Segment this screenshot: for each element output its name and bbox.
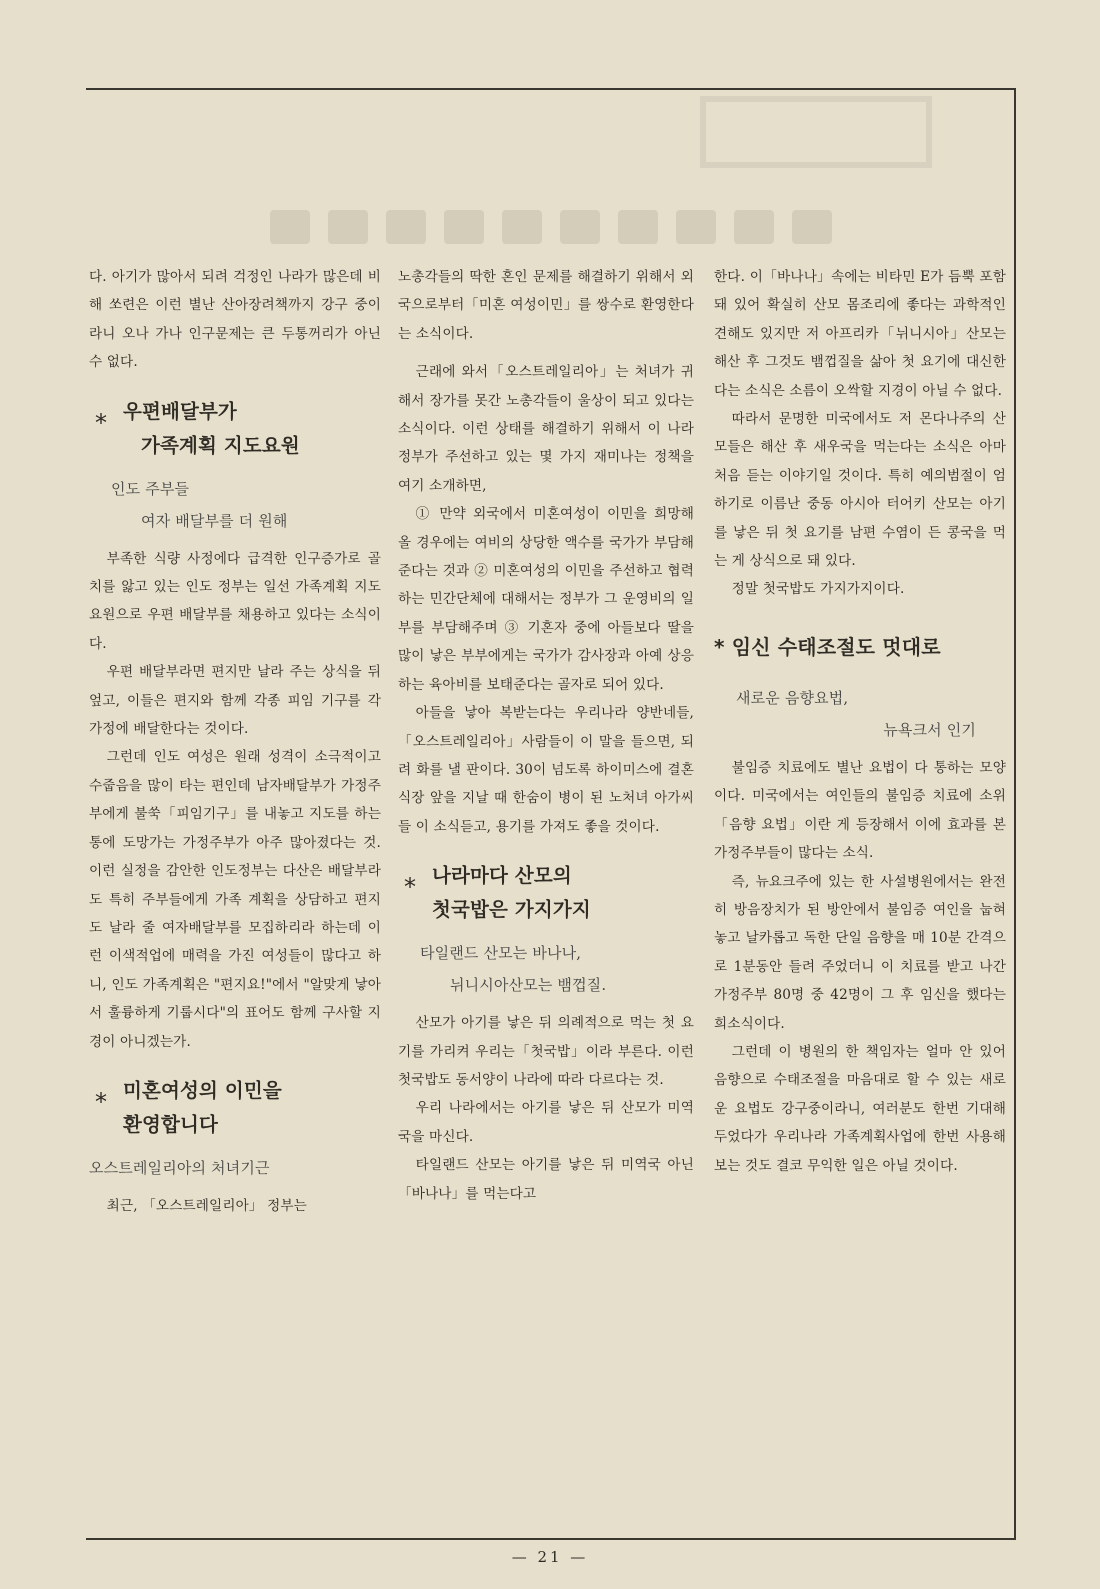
- body-paragraph: 그런데 인도 여성은 원래 성격이 소극적이고 수줍음을 많이 타는 편인데 남자배달부가 가정주부에게 불쑥「피임기구」를 내놓고 지도를 하는 통에 도망가는 가정주부가 아주 많아졌다는 것. 이런 실정을 감안한 인도정부는 다산은 배달부라도 특히 주부들에게 가족 계획을 상담하고 편지도 날라 줄 여자배달부를 모집하리라 하는데 이런 이색적업에 매력을 가진 여성들이 많다고 하니, 인도 가족계획은 "편지요!"에서 "알맞게 낳아서 훌륭하게 기룹시다"의 표어도 함께 구사할 지경이 아니겠는가.: [89, 749, 381, 1050]
- column-2: [398, 263, 694, 1208]
- body-paragraph: 아들을 낳아 복받는다는 우리나라 양반네들,「오스트레일리아」사람들이 이 말을 들으면, 되려 화를 낼 판이다. 30이 넘도록 하이미스에 결혼식장 앞을 지날 때 한숨이 병이 된 노처녀 아가씨들 이 소식듣고, 용기를 가져도 좋을 것이다.: [398, 705, 694, 835]
- heading-line-2: 가족계획 지도요원: [141, 433, 300, 457]
- body-paragraph: 우리 나라에서는 아기를 낳은 뒤 산모가 미역국을 마신다.: [398, 1100, 694, 1145]
- body-paragraph: 정말 첫국밥도 가지가지이다.: [731, 581, 905, 598]
- body-paragraph: 최근, 「오스트레일리아」 정부는: [106, 1197, 307, 1214]
- article-heading-immigration: [89, 1074, 381, 1142]
- col1-intro-paragraph: 다. 아기가 많아서 되려 걱정인 나라가 많은데 비해 쏘련은 이런 별난 산아장려책까지 강구 중이라니 오나 가나 인구문제는 큰 두통꺼리가 아닌 수 없다.: [89, 269, 381, 371]
- body-paragraph: 따라서 문명한 미국에서도 저 몬다나주의 산모들은 해산 후 새우국을 먹는다는 소식은 아마 처음 듣는 이야기일 것이다. 특히 예의범절이 엄하기로 이름난 중동 아시아 터어키 산모는 아기를 낳은 뒤 첫 요기를 남편 수염이 든 콩국을 먹는 게 상식으로 돼 있다.: [714, 411, 1006, 570]
- frame-border-bottom: [86, 1538, 1016, 1540]
- article-heading-mailman: [89, 395, 381, 463]
- column-3: [714, 263, 1006, 1180]
- asterisk-icon: *: [95, 408, 108, 437]
- heading-line: [714, 630, 1006, 664]
- body-paragraph: 그런데 이 병원의 한 책임자는 얼마 안 있어 음향으로 수태조절을 마음대로 할 수 있는 새로운 요법도 강구중이라니, 여러분도 한번 기대해 두었다가 우리나라 가족계획사업에 한번 사용해 보는 것도 결코 무익한 일은 아닐 것이다.: [714, 1043, 1006, 1174]
- subheading-line-1: 인도 주부들: [111, 479, 190, 498]
- column-1: [89, 263, 381, 1220]
- page-number: — 21 —: [511, 1548, 589, 1566]
- subheading-line-2: 뉘니시아산모는 뱀껍질.: [450, 976, 607, 995]
- subheading-line-2: 여자 배달부를 더 원해: [141, 511, 288, 530]
- article-heading-first-meal: [398, 859, 694, 927]
- body-paragraph: 즉, 뉴요크주에 있는 한 사설병원에서는 완전히 방음장치가 된 방안에서 불임증 여인을 눕혀놓고 날카롭고 독한 단일 음향을 매 10분 간격으로 1분동안 들려 주었더니 이 치료를 받고 나간 가정주부 80명 중 42명이 그 후 임신을 했다는 희소식이다.: [714, 873, 1006, 1032]
- asterisk-icon: *: [404, 873, 417, 902]
- body-paragraph: 타일랜드 산모는 아기를 낳은 뒤 미역국 아닌「바나나」를 먹는다고: [398, 1157, 694, 1202]
- subheading-line: 오스트레일리아의 처녀기근: [89, 1158, 270, 1177]
- article-subheading-fertility: [714, 682, 1006, 746]
- heading-line-1: 나라마다 산모의: [432, 864, 572, 888]
- article-heading-fertility: [714, 630, 1006, 664]
- body-paragraph: 부족한 식량 사정에다 급격한 인구증가로 골치를 앓고 있는 인도 정부는 일선 가족계획 지도요원으로 우편 배달부를 채용하고 있다는 소식이다.: [89, 550, 381, 652]
- heading-line-1: 미혼여성의 이민을: [123, 1078, 282, 1102]
- body-paragraph: 노총각들의 딱한 혼인 문제를 해결하기 위해서 외국으로부터「미혼 여성이민」를 쌍수로 환영한다는 소식이다.: [398, 269, 694, 342]
- body-paragraph: 산모가 아기를 낳은 뒤 의례적으로 먹는 첫 요기를 가리켜 우리는「첫국밥」이라 부른다. 이런 첫국밥도 동서양이 나라에 따라 다르다는 것.: [398, 1015, 694, 1088]
- heading-text: 임신 수태조절도 멋대로: [731, 634, 941, 659]
- article-subheading-immigration: [89, 1152, 381, 1184]
- body-paragraph: 근래에 와서「오스트레일리아」는 처녀가 귀해서 장가를 못간 노총각들이 울상이 되고 있다는 소식이다. 이런 상태를 해결하기 위해서 이 나라 정부가 주선하고 있는 몇 가지 재미나는 정책을 여기 소개하면,: [398, 364, 694, 494]
- body-paragraph: 한다. 이「바나나」속에는 비타민 E가 듬뿍 포함돼 있어 확실히 산모 몸조리에 좋다는 과학적인 견해도 있지만 저 아프리카「뉘니시아」산모는 해산 후 그것도 뱀껍질을 삶아 첫 요기에 대신한다는 소식은 소름이 오싹할 지경이 아닐 수 없다.: [714, 269, 1006, 399]
- asterisk-icon: *: [714, 634, 732, 659]
- bleed-through-box-shadow: [700, 96, 932, 168]
- article-subheading-first-meal: [398, 937, 694, 1001]
- bleed-through-title-shadow: [270, 210, 910, 250]
- body-paragraph: ① 만약 외국에서 미혼여성이 이민을 희망해 올 경우에는 여비의 상당한 액수를 국가가 부담해 준다는 것과 ② 미혼여성의 이민을 주선하고 협력하는 민간단체에 대해서는 정부가 그 운영비의 일부를 부담해주며 ③ 기혼자 중에 아들보다 딸을 많이 낳은 부부에게는 국가가 감사장과 아예 상응하는 육아비를 보태준다는 골자로 되어 있다.: [398, 506, 694, 693]
- subheading-line-1: 새로운 음향요법,: [736, 688, 849, 707]
- subheading-line-1: 타일랜드 산모는 바나나,: [420, 944, 582, 963]
- frame-border-right: [1014, 88, 1016, 1540]
- heading-line-2: 첫국밥은 가지가지: [432, 898, 591, 922]
- heading-line-2: 환영합니다: [123, 1112, 218, 1136]
- heading-line-1: 우편배달부가: [123, 399, 237, 423]
- frame-border-top: [86, 88, 1016, 90]
- asterisk-icon: *: [95, 1087, 108, 1116]
- body-paragraph: 불임증 치료에도 별난 요법이 다 통하는 모양이다. 미국에서는 여인들의 불임증 치료에 소위「음향 요법」이란 게 등장해서 이에 효과를 본 가정주부들이 많다는 소식.: [714, 759, 1006, 862]
- subheading-line-2: 뉴욕크서 인기: [883, 720, 976, 739]
- body-paragraph: 우편 배달부라면 편지만 날라 주는 상식을 뒤엎고, 이들은 편지와 함께 각종 피임 기구를 각 가정에 배달한다는 것이다.: [89, 664, 381, 738]
- article-subheading-mailman: [89, 473, 381, 537]
